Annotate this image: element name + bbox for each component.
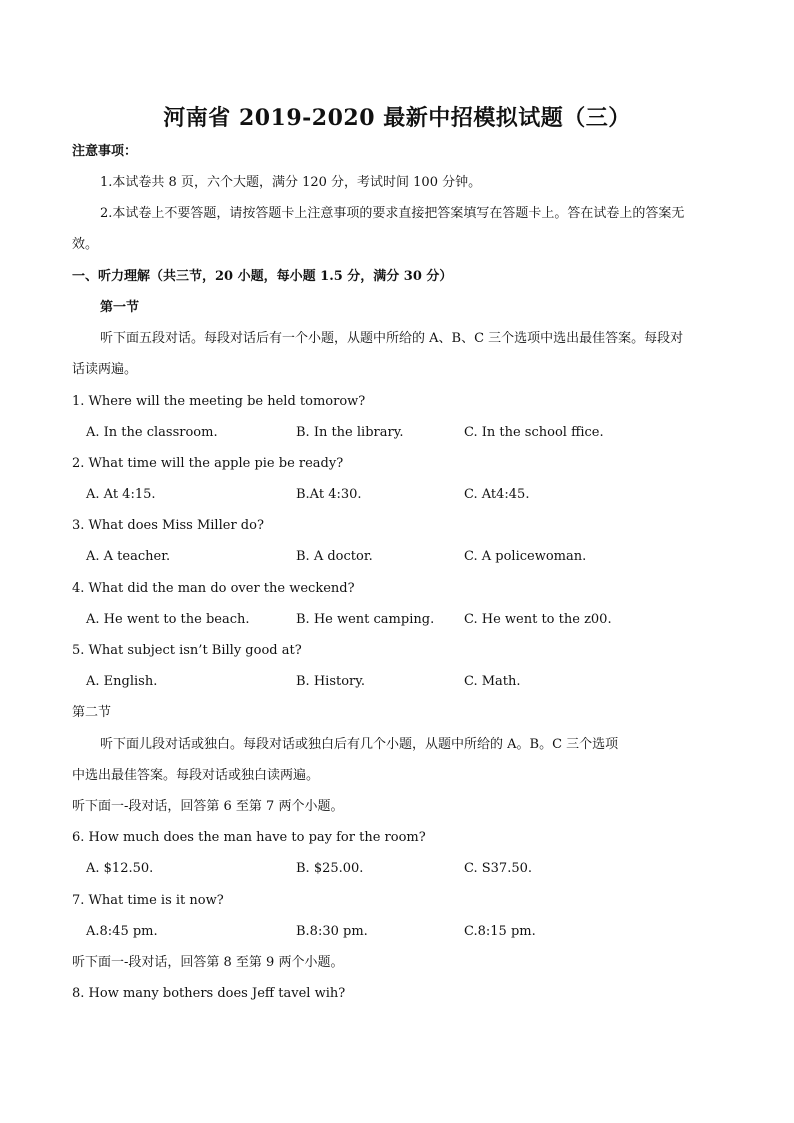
q3-option-a: A. A teacher. xyxy=(86,549,171,564)
q7-option-c: C.8:15 pm. xyxy=(464,924,536,939)
q2-option-b: B.At 4:30. xyxy=(296,487,362,502)
notice-item-2-cont: 效。 xyxy=(72,237,99,252)
q4-option-b: B. He went camping. xyxy=(296,612,435,627)
q7-option-a: A.8:45 pm. xyxy=(86,924,158,939)
q7-option-b: B.8:30 pm. xyxy=(296,924,368,939)
notice-item-2: 2.本试卷上不要答题，请按答题卡上注意事项的要求直接把答案填写在答题卡上。答在试卷上的答案无 xyxy=(100,206,685,221)
q4-option-a: A. He went to the beach. xyxy=(86,612,250,627)
section1-instructions-2: 话读两遍。 xyxy=(72,362,138,377)
q5-option-a: A. English. xyxy=(86,674,158,689)
q5-option-c: C. Math. xyxy=(464,674,521,689)
question-4: 4. What did the man do over the weckend? xyxy=(72,581,355,596)
question-8: 8. How many bothers does Jeff tavel wih? xyxy=(72,986,346,1001)
q2-option-c: C. At4:45. xyxy=(464,487,530,502)
section1-instructions-1: 听下面五段对话。每段对话后有一个小题，从题中所给的 A、B、C 三个选项中选出最佳答案。每段对 xyxy=(100,331,684,346)
q1-option-a: A. In the classroom. xyxy=(86,425,218,440)
section2-title: 第二节 xyxy=(72,705,112,720)
dialog-note-2: 听下面一-段对话，回答第 8 至第 9 两个小题。 xyxy=(72,955,344,970)
question-7: 7. What time is it now? xyxy=(72,893,224,908)
dialog-note-1: 听下面一-段对话，回答第 6 至第 7 两个小题。 xyxy=(72,799,344,814)
q6-option-a: A. $12.50. xyxy=(86,861,154,876)
part1-heading: 一、听力理解（共三节，20 小题，每小题 1.5 分，满分 30 分） xyxy=(72,269,453,284)
section1-title: 第一节 xyxy=(100,300,140,315)
question-5: 5. What subject isn’t Billy good at? xyxy=(72,643,302,658)
section2-instructions-2: 中选出最佳答案。每段对话或独白读两遍。 xyxy=(72,768,320,783)
section2-instructions-1: 听下面儿段对话或独白。每段对话或独白后有几个小题，从题中所给的 A。B。C 三个选项 xyxy=(100,737,619,752)
notice-item-1: 1.本试卷共 8 页，六个大题，满分 120 分，考试时间 100 分钟。 xyxy=(100,175,482,190)
q5-option-b: B. History. xyxy=(296,674,365,689)
q1-option-c: C. In the school ffice. xyxy=(464,425,604,440)
q6-option-c: C. S37.50. xyxy=(464,861,533,876)
q3-option-b: B. A doctor. xyxy=(296,549,373,564)
q4-option-c: C. He went to the z00. xyxy=(464,612,612,627)
exam-title: 河南省 2019-2020 最新中招模拟试题（三） xyxy=(163,105,631,131)
question-1: 1. Where will the meeting be held tomorow? xyxy=(72,394,366,409)
q6-option-b: B. $25.00. xyxy=(296,861,364,876)
question-2: 2. What time will the apple pie be ready? xyxy=(72,456,344,471)
q2-option-a: A. At 4:15. xyxy=(86,487,156,502)
question-6: 6. How much does the man have to pay for the room? xyxy=(72,830,426,845)
q1-option-b: B. In the library. xyxy=(296,425,404,440)
notice-heading: 注意事项： xyxy=(72,144,138,159)
question-3: 3. What does Miss Miller do? xyxy=(72,518,264,533)
q3-option-c: C. A policewoman. xyxy=(464,549,587,564)
